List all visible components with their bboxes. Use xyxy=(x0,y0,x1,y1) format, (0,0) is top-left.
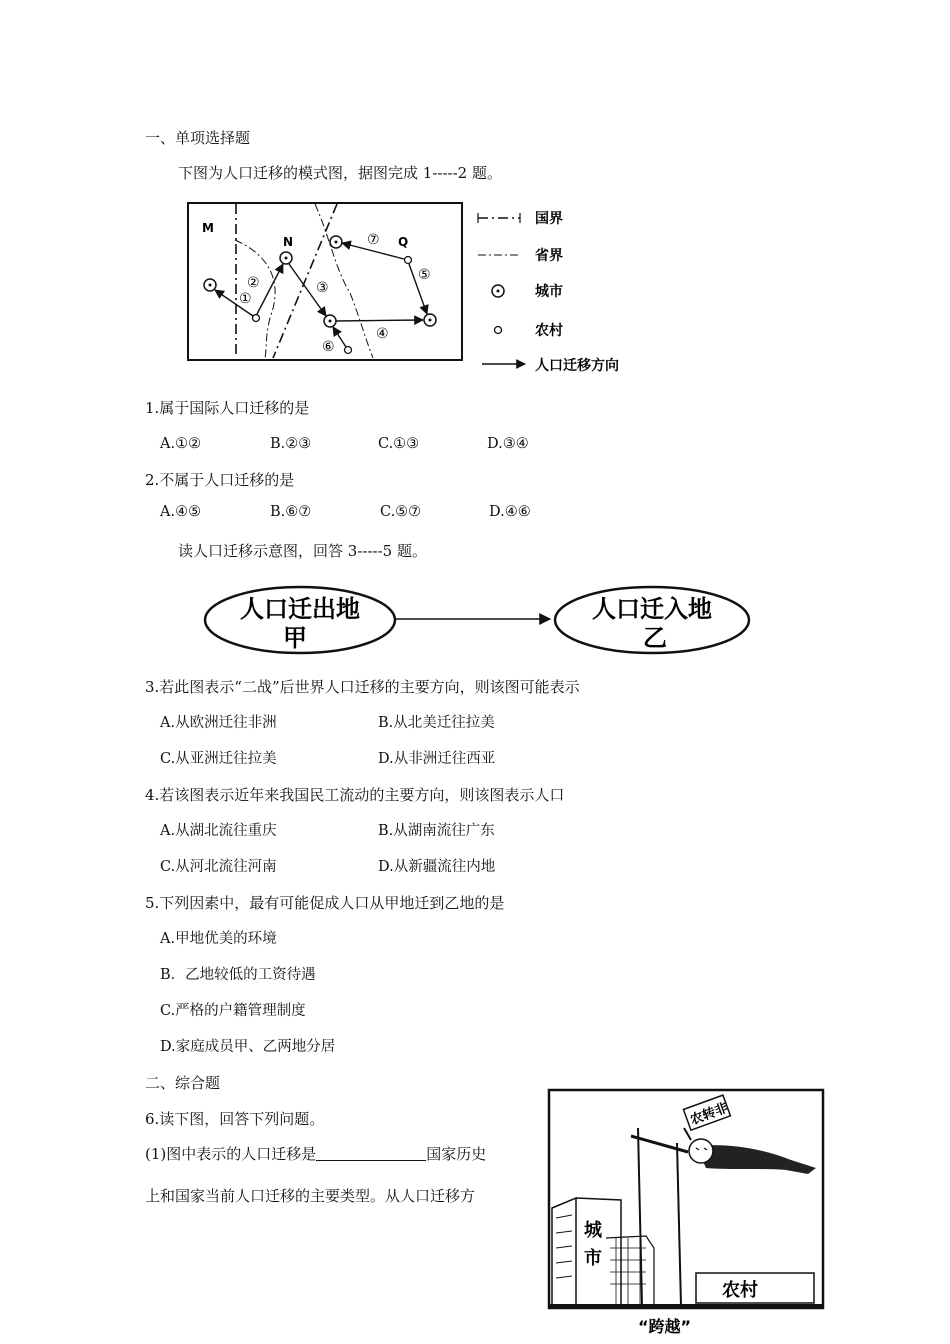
question-2-option-c: C.⑤⑦ xyxy=(380,504,422,520)
route-number-3: ③ xyxy=(316,280,329,296)
section-title-2: 二、综合题 xyxy=(145,1074,221,1092)
question-6-part-1-lead: (1)图中表示的人口迁移是 xyxy=(145,1145,317,1163)
cartoon-caption: “跨越” xyxy=(638,1317,692,1336)
route-number-6: ⑥ xyxy=(322,339,335,355)
question-2-option-b: B.⑥⑦ xyxy=(270,504,312,520)
question-2-option-d: D.④⑥ xyxy=(489,504,531,520)
question-4-stem: 4.若该图表示近年来我国民工流动的主要方向，则该图表示人口 xyxy=(145,786,565,804)
question-1-stem: 1.属于国际人口迁移的是 xyxy=(145,399,310,417)
question-6-part-1-tail: 国家历史 xyxy=(426,1145,487,1163)
question-1-option-d: D.③④ xyxy=(487,436,529,452)
migration-map-figure xyxy=(185,198,645,378)
destination-name: 乙 xyxy=(643,624,667,652)
question-5-option-a: A.甲地优美的环境 xyxy=(160,931,277,947)
question-4-option-d: D.从新疆流往内地 xyxy=(378,859,496,875)
migration-flow-diagram xyxy=(200,582,755,662)
city-icon xyxy=(330,236,342,248)
legend xyxy=(478,210,619,374)
migration-arrow-4 xyxy=(336,320,423,321)
destination-label: 人口迁入地 xyxy=(592,595,712,623)
question-5-option-d: D.家庭成员甲、乙两地分居 xyxy=(160,1039,336,1055)
question-3-option-a: A.从欧洲迁往非洲 xyxy=(160,715,277,731)
question-5-option-b: B．乙地较低的工资待遇 xyxy=(160,967,316,983)
route-number-4: ④ xyxy=(376,326,389,342)
legend-national-border: 国界 xyxy=(535,211,563,227)
question-4-option-a: A.从湖北流往重庆 xyxy=(160,823,277,839)
question-2-option-a: A.④⑤ xyxy=(160,504,202,520)
map-label-n: N xyxy=(283,235,294,249)
map-label-q: Q xyxy=(398,235,409,249)
legend-city-icon xyxy=(492,285,504,297)
question-6-part-1 xyxy=(145,1144,486,1164)
question-3-option-b: B.从北美迁往拉美 xyxy=(378,715,495,731)
city-icon xyxy=(280,252,292,264)
city-icon xyxy=(204,279,216,291)
origin-name: 甲 xyxy=(283,624,307,652)
intro-text-2: 读人口迁移示意图，回答 3-----5 题。 xyxy=(178,542,427,560)
route-number-1: ① xyxy=(239,291,252,307)
question-2-stem: 2.不属于人口迁移的是 xyxy=(145,471,295,489)
city-icon xyxy=(424,314,436,326)
legend-village: 农村 xyxy=(535,323,563,339)
village-label: 农村 xyxy=(722,1280,758,1301)
legend-migration-direction: 人口迁移方向 xyxy=(535,358,619,374)
route-number-7: ⑦ xyxy=(367,232,380,248)
village-icon xyxy=(405,257,412,264)
question-5-stem: 5.下列因素中，最有可能促成人口从甲地迁到乙地的是 xyxy=(145,894,505,912)
question-5-option-c: C.严格的户籍管理制度 xyxy=(160,1003,306,1019)
legend-village-icon xyxy=(495,327,502,334)
route-number-2: ② xyxy=(247,275,260,291)
map-label-m: M xyxy=(202,221,214,235)
city-icon xyxy=(324,315,336,327)
sign-text: 农转非 xyxy=(688,1100,731,1129)
question-4-option-b: B.从湖南流往广东 xyxy=(378,823,495,839)
village-icon xyxy=(345,347,352,354)
origin-label: 人口迁出地 xyxy=(240,595,360,623)
question-4-option-c: C.从河北流往河南 xyxy=(160,859,277,875)
section-title-1: 一、单项选择题 xyxy=(145,129,251,147)
village-icon xyxy=(253,315,260,322)
legend-city: 城市 xyxy=(535,284,563,300)
question-1-option-c: C.①③ xyxy=(378,436,420,452)
cartoon-crossing xyxy=(546,1088,828,1338)
migration-arrow-6 xyxy=(333,327,346,347)
question-1-option-b: B.②③ xyxy=(270,436,312,452)
question-6-part-2: 上和国家当前人口迁移的主要类型。从人口迁移方 xyxy=(145,1187,476,1205)
legend-provincial-border: 省界 xyxy=(535,248,563,264)
question-6-stem: 6.读下图，回答下列问题。 xyxy=(145,1110,325,1128)
intro-text-1: 下图为人口迁移的模式图，据图完成 1-----2 题。 xyxy=(178,164,502,182)
answer-blank[interactable] xyxy=(316,1145,426,1161)
route-number-5: ⑤ xyxy=(418,267,431,283)
question-3-option-c: C.从亚洲迁往拉美 xyxy=(160,751,277,767)
city-label-2: 市 xyxy=(584,1248,602,1269)
city-label-1: 城 xyxy=(584,1220,602,1241)
question-3-stem: 3.若此图表示“二战”后世界人口迁移的主要方向，则该图可能表示 xyxy=(145,678,580,696)
migration-arrow-2 xyxy=(257,264,283,314)
question-3-option-d: D.从非洲迁往西亚 xyxy=(378,751,496,767)
question-1-option-a: A.①② xyxy=(160,436,202,452)
